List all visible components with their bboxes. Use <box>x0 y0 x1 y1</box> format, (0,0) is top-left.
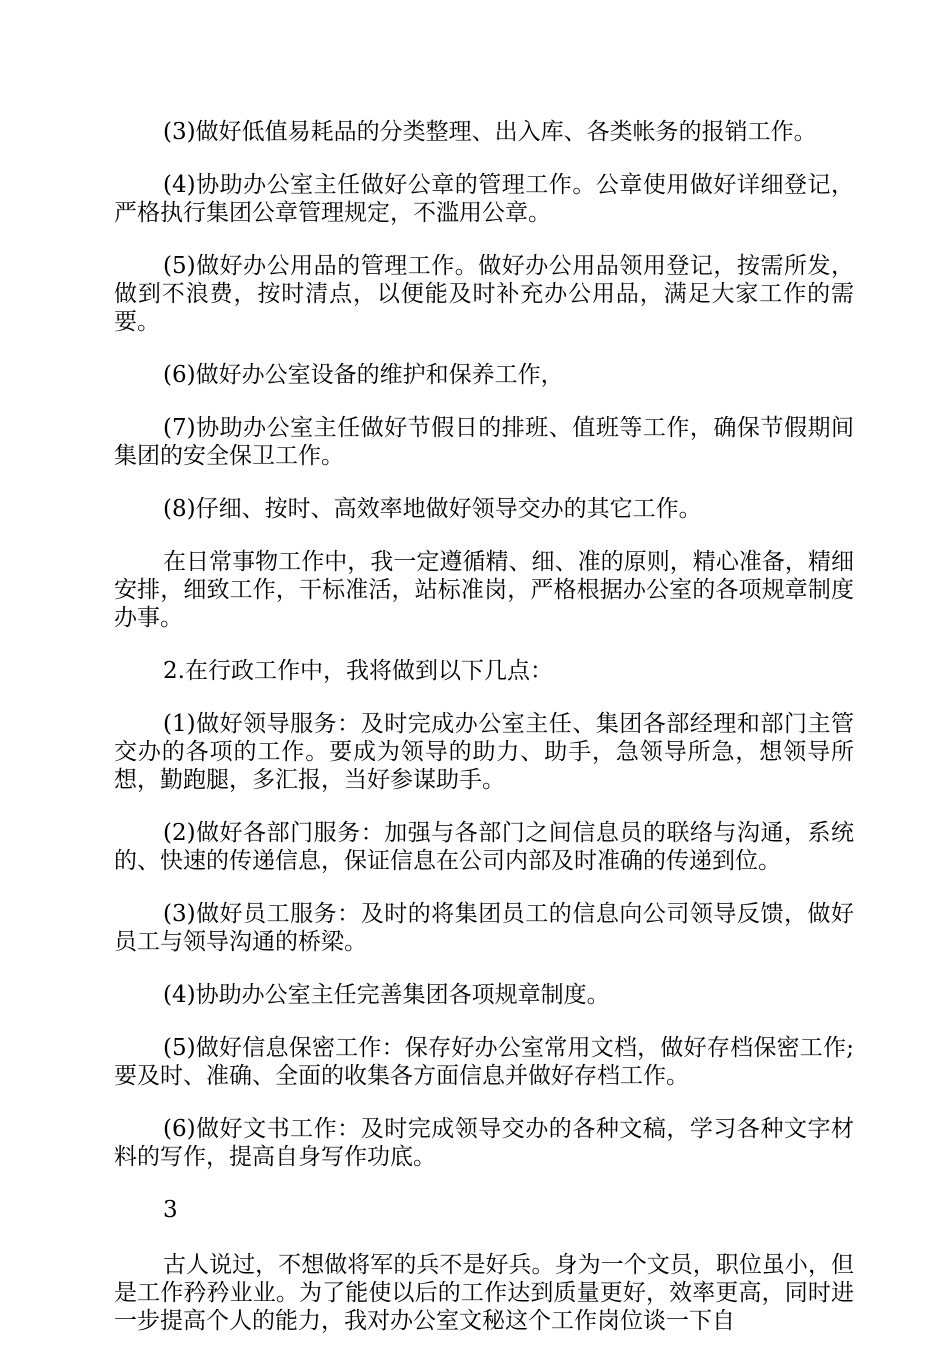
paragraph-admin-4: (4)协助办公室主任完善集团各项规章制度。 <box>163 982 610 1008</box>
paragraph-admin-2: (2)做好各部门服务：加强与各部门之间信息员的联络与沟通，系统的、快速的传递信息，保证信息在公司内部及时准确的传递到位。 <box>114 820 854 874</box>
paragraph-admin-6: (6)做好文书工作：及时完成领导交办的各种文稿，学习各种文字材料的写作，提高自身写作功底。 <box>114 1116 854 1170</box>
paragraph-item-6: (6)做好办公室设备的维护和保养工作， <box>163 362 564 388</box>
section-heading-admin: 2.在行政工作中，我将做到以下几点： <box>163 658 553 684</box>
paragraph-admin-1: (1)做好领导服务：及时完成办公室主任、集团各部经理和部门主管交办的各项的工作。要成为领导的助力、助手，急领导所急，想领导所想，勤跑腿，多汇报，当好参谋助手。 <box>114 711 854 793</box>
paragraph-item-7: (7)协助办公室主任做好节假日的排班、值班等工作，确保节假期间集团的安全保卫工作。 <box>114 415 854 469</box>
paragraph-ancient-saying: 古人说过，不想做将军的兵不是好兵。身为一个文员，职位虽小，但是工作矜矜业业。为了能使以后的工作达到质量更好，效率更高，同时进一步提高个人的能力，我对办公室文秘这个工作岗位谈一下自 <box>114 1252 854 1334</box>
section-number: 3 <box>163 1197 178 1223</box>
paragraph-admin-5: (5)做好信息保密工作：保存好办公室常用文档，做好存档保密工作;要及时、准确、全面的收集各方面信息并做好存档工作。 <box>114 1035 854 1089</box>
paragraph-daily-work: 在日常事物工作中，我一定遵循精、细、准的原则，精心准备，精细安排，细致工作，干标准活，站标准岗，严格根据办公室的各项规章制度办事。 <box>114 549 854 631</box>
paragraph-item-3: (3)做好低值易耗品的分类整理、出入库、各类帐务的报销工作。 <box>163 119 817 145</box>
paragraph-admin-3: (3)做好员工服务：及时的将集团员工的信息向公司领导反馈，做好员工与领导沟通的桥梁。 <box>114 901 854 955</box>
document-body <box>114 118 854 1360</box>
paragraph-item-4: (4)协助办公室主任做好公章的管理工作。公章使用做好详细登记，严格执行集团公章管理规定，不滥用公章。 <box>114 172 854 226</box>
paragraph-item-5: (5)做好办公用品的管理工作。做好办公用品领用登记，按需所发，做到不浪费，按时清点，以便能及时补充办公用品，满足大家工作的需要。 <box>114 253 854 335</box>
paragraph-item-8: (8)仔细、按时、高效率地做好领导交办的其它工作。 <box>163 496 702 522</box>
